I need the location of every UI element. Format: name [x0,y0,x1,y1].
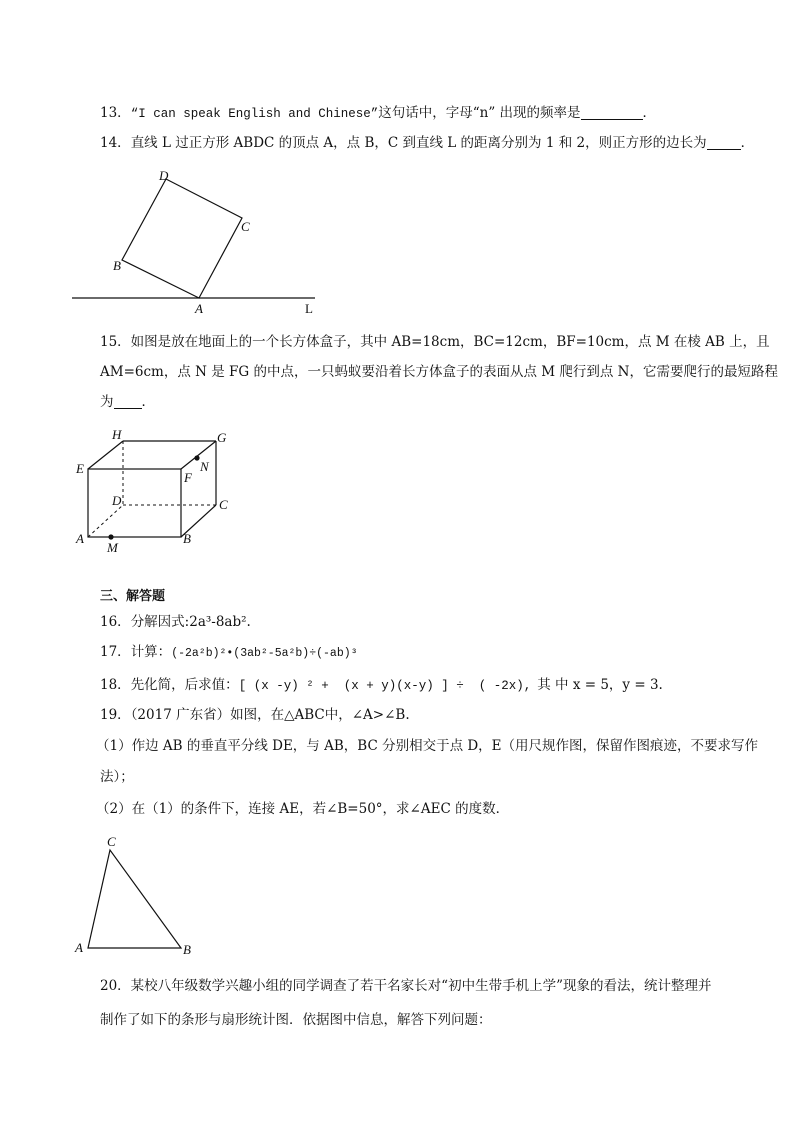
triangle-figure [70,832,210,962]
label-a: A [76,531,84,546]
answer-blank [114,394,142,409]
quoted-sentence: “I can speak English and Chinese” [130,107,379,121]
section-heading: 三、解答题 [100,589,166,604]
edge-eh [88,441,123,469]
question-15-line3 [100,393,155,411]
question-17 [100,643,358,663]
label-b: B [183,531,191,546]
label-g: G [217,430,227,445]
point-m [108,534,113,539]
question-label: 计算： [130,644,172,660]
label-m: M [107,540,118,555]
answer-blank [707,135,741,150]
label-c: C [219,497,228,512]
label-b: B [113,258,121,273]
question-number: 18． [100,677,131,693]
label-l: L [305,301,313,316]
question-20-line2: 制作了如下的条形与扇形统计图．依据图中信息，解答下列问题： [100,1012,492,1028]
question-19-part2: （2）在（1）的条件下，连接 AE，若∠B=50°，求∠AEC 的度数． [96,801,510,817]
question-18 [100,676,663,695]
period: ． [642,105,657,121]
question-text: 直线 L 过正方形 ABDC 的顶点 A，点 B，C 到直线 L 的距离分别为 1 和 2，则正方形的边长为 [130,135,707,151]
question-15-line2: AM=6cm，点 N 是 FG 的中点，一只蚂蚁要沿着长方体盒子的表面从点 M 爬行到点 N，它需要爬行的最短路程 [100,364,778,380]
question-20-line1: 20．某校八年级数学兴趣小组的同学调查了若干名家长对“初中生带手机上学”现象的看法，统计整理并 [100,978,712,994]
question-14 [100,134,754,152]
cuboid-figure [70,425,250,565]
edge-fg [181,441,216,469]
answer-blank [581,105,643,120]
label-a: A [195,301,203,316]
question-text: 如图，在△ABC中，∠A>∠B. [230,707,410,723]
label-n: N [200,459,209,474]
label-f: F [184,470,192,485]
question-label: 先化简，后求值： [130,677,239,693]
question-19-part1b: 法）； [100,769,134,785]
question-number: 19． [100,707,131,723]
expression: [ (x -y) ² + (x + y)(x-y) ] ÷ ( -2x), [238,679,532,693]
period: ． [141,394,155,410]
question-number: 17． [100,644,131,660]
label-b: B [183,942,191,957]
label-e: E [76,461,84,476]
label-c: C [107,834,116,849]
label-d: D [159,168,169,183]
triangle-abc [88,850,181,948]
question-number: 16． [100,614,131,630]
label-a: A [75,940,83,955]
question-19 [100,706,410,724]
question-13 [100,104,656,123]
question-source: （2017 广东省） [130,707,231,723]
square-figure [65,165,325,315]
hidden-edge-ad [88,505,123,537]
question-15-line1: 15．如图是放在地面上的一个长方体盒子，其中 AB=18cm，BC=12cm，BF=10cm，点 M 在棱 AB 上，且 [100,334,770,350]
question-text: 这句话中，字母“n” 出现的频率是 [378,105,581,121]
question-19-part1a: （1）作边 AB 的垂直平分线 DE，与 AB，BC 分别相交于点 D，E（用尺规作图，保留作图痕迹，不要求写作 [96,738,759,754]
label-c: C [241,219,250,234]
given-values: 其 中 x = 5，y = 3. [537,677,663,693]
front-face [88,469,181,537]
question-16 [100,613,251,631]
label-d: D [112,493,122,508]
question-text: 为 [100,394,114,410]
label-h: H [112,427,122,442]
question-number: 14． [100,135,131,151]
point-n [194,455,199,460]
square-abdc [122,179,242,298]
question-number: 13． [100,105,131,121]
expression: (-2a²b)²•(3ab²-5a²b)÷(-ab)³ [171,647,358,660]
period: ． [740,135,755,151]
question-text: 分解因式:2a³-8ab². [130,614,251,630]
